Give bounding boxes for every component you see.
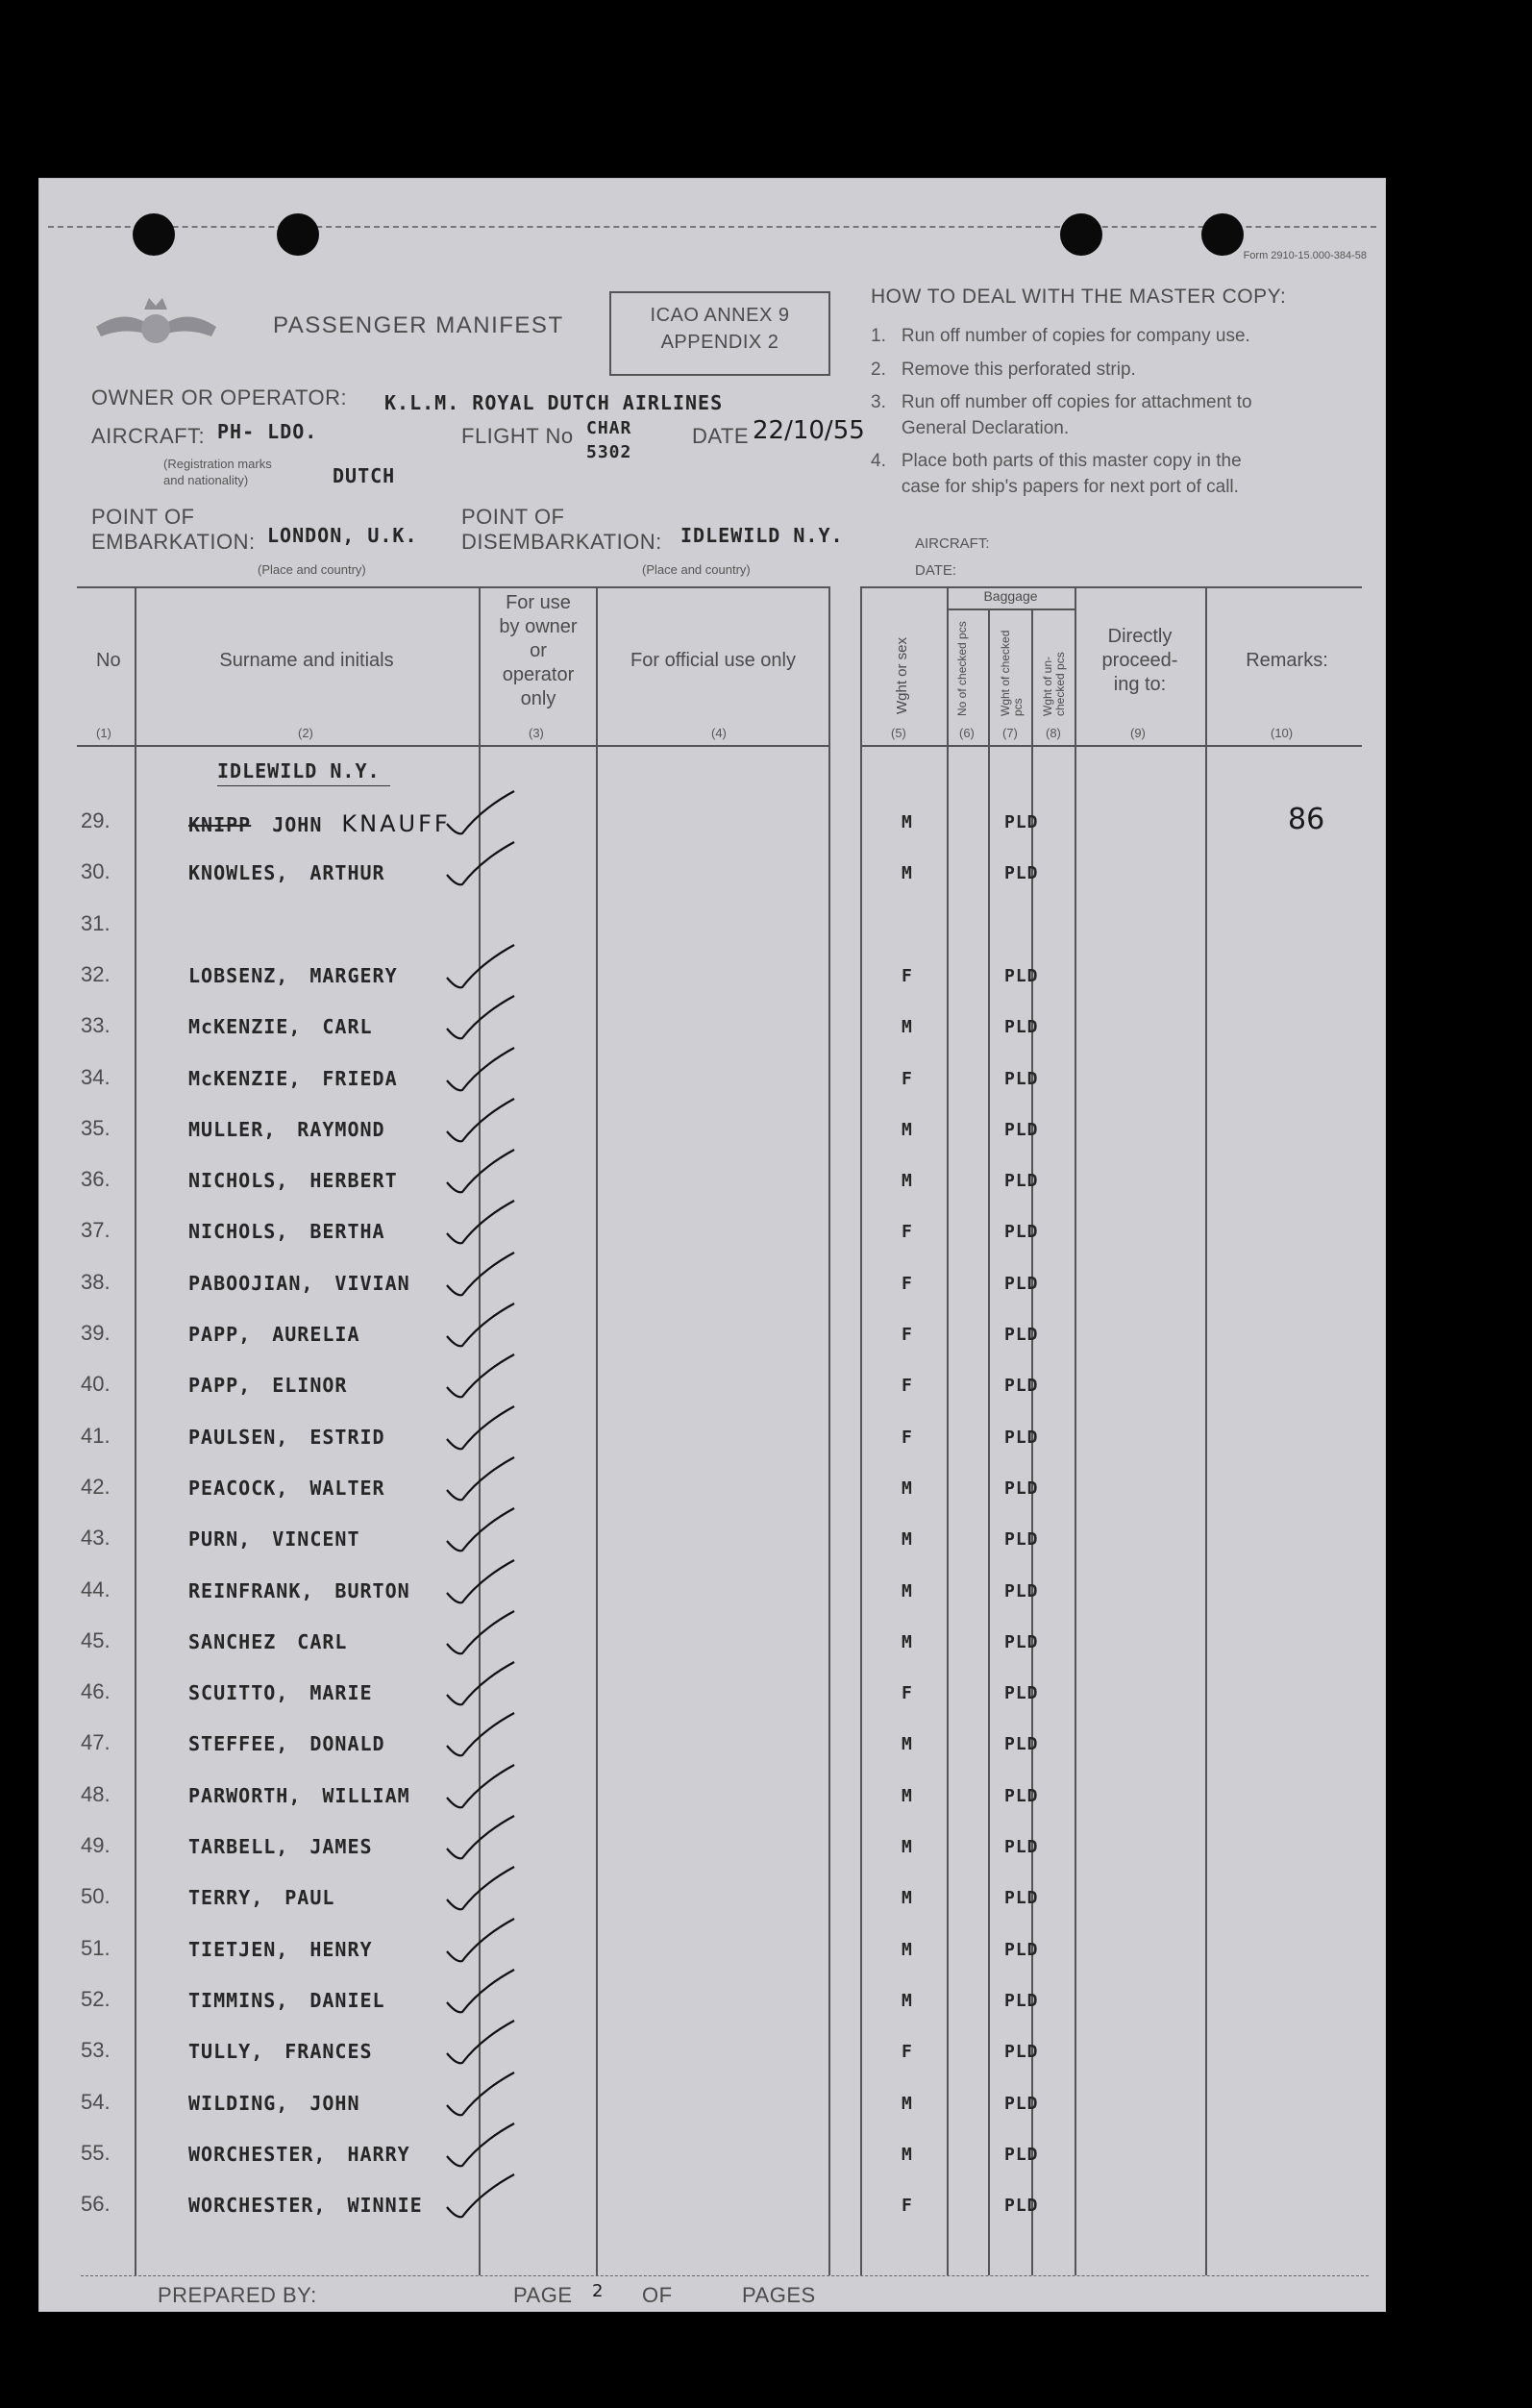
passenger-sex: M — [902, 1119, 913, 1140]
row-number: 39. — [81, 1321, 111, 1345]
baggage-status: PLD — [1004, 1171, 1039, 1192]
instruction-text-line: Place both parts of this master copy in the — [901, 451, 1242, 472]
baggage-status: PLD — [1004, 863, 1039, 884]
passenger-name — [188, 2194, 423, 2217]
row-number: 52. — [81, 1986, 111, 2011]
passenger-surname: TERRY, — [188, 1886, 264, 1910]
col-header-text: For use — [506, 592, 571, 613]
passenger-given-name: ARTHUR — [309, 861, 385, 885]
baggage-status: PLD — [1004, 1068, 1039, 1089]
col-header-official: For official use only — [630, 650, 796, 671]
row-number: 46. — [81, 1679, 111, 1704]
pages-label: PAGES — [742, 2283, 816, 2307]
passenger-name — [188, 1220, 385, 1243]
row-number: 48. — [81, 1781, 111, 1806]
table-row — [38, 1676, 1386, 1714]
passenger-surname: SANCHEZ — [188, 1629, 277, 1653]
passenger-surname: PABOOJIAN, — [188, 1271, 314, 1295]
baggage-status: PLD — [1004, 1683, 1039, 1704]
table-row — [38, 805, 1386, 843]
passenger-sex: M — [902, 1939, 913, 1960]
icao-box — [609, 291, 830, 376]
passenger-given-name: MARIE — [309, 1681, 373, 1705]
table-row — [38, 1009, 1386, 1048]
table-row — [38, 1214, 1386, 1253]
row-number: 32. — [81, 961, 111, 986]
handwritten-correction: KNAUFF — [341, 810, 451, 837]
registration-note: (Registration marks — [163, 457, 272, 471]
passenger-given-name: JOHN — [272, 813, 323, 836]
passenger-given-name: CARL — [297, 1629, 348, 1653]
col-header-text: operator — [502, 664, 575, 685]
col-header-bag-weight: Wght of checked pcs — [999, 630, 1025, 716]
table-row — [38, 1574, 1386, 1612]
col-number: (8) — [1046, 726, 1061, 740]
col-header-bag-no: No of checked pcs — [955, 621, 969, 716]
passenger-name — [188, 964, 398, 987]
col-header-text: by owner — [499, 616, 578, 637]
instruction-number: 1. — [871, 326, 886, 346]
passenger-sex: M — [902, 1631, 913, 1652]
passenger-sex: M — [902, 1990, 913, 2011]
row-number: 34. — [81, 1064, 111, 1089]
passenger-given-name: BERTHA — [309, 1220, 385, 1244]
instructions-date-label: DATE: — [915, 562, 957, 579]
passenger-given-name: FRANCES — [284, 2040, 373, 2064]
prepared-by-label: PREPARED BY: — [158, 2283, 317, 2307]
instruction-item — [871, 449, 1252, 500]
table-row — [38, 1266, 1386, 1304]
passenger-surname: TULLY, — [188, 2040, 264, 2064]
row-number: 44. — [81, 1576, 111, 1601]
row-number: 54. — [81, 2089, 111, 2114]
passenger-sex: M — [902, 2093, 913, 2114]
passenger-name — [188, 1835, 373, 1858]
passenger-given-name: HENRY — [309, 1937, 373, 1961]
passenger-given-name: ELINOR — [272, 1374, 348, 1398]
table-row — [38, 958, 1386, 997]
instruction-text: Remove this perforated strip. — [901, 359, 1136, 380]
punch-hole — [1060, 213, 1102, 256]
instruction-item — [871, 390, 1252, 441]
baggage-status: PLD — [1004, 812, 1039, 832]
col-header-bag-unchecked: Wght of un-checked pcs — [1041, 652, 1068, 716]
check-mark-icon — [437, 2169, 524, 2231]
baggage-status: PLD — [1004, 1837, 1039, 1857]
passenger-given-name: HERBERT — [309, 1169, 398, 1193]
perforated-strip — [48, 226, 1376, 228]
passenger-given-name: ESTRID — [309, 1425, 385, 1449]
col-number: (4) — [711, 726, 727, 740]
baggage-status: PLD — [1004, 1222, 1039, 1243]
passenger-given-name: VINCENT — [272, 1527, 360, 1552]
header-bottom-rule — [77, 745, 828, 747]
passenger-name — [188, 1989, 385, 2012]
passenger-surname: PARWORTH, — [188, 1783, 302, 1807]
baggage-status: PLD — [1004, 1888, 1039, 1909]
aircraft-value: PH- LDO. — [217, 420, 318, 443]
passenger-given-name: HARRY — [347, 2142, 410, 2166]
col-header-weight-sex: Wght or sex — [894, 636, 910, 714]
passenger-name — [188, 861, 385, 884]
col-header-text: only — [520, 688, 556, 709]
passenger-sex: M — [902, 1785, 913, 1806]
passenger-sex: F — [902, 1222, 913, 1243]
punch-hole — [277, 213, 319, 256]
passenger-surname: LOBSENZ, — [188, 963, 289, 987]
col-header-text: or — [530, 640, 547, 661]
baggage-status: PLD — [1004, 2042, 1039, 2063]
instruction-number: 4. — [871, 451, 886, 472]
row-number: 29. — [81, 808, 111, 832]
col-header-directly — [1075, 625, 1205, 697]
passenger-name — [188, 1630, 347, 1653]
check-mark-icon — [437, 836, 524, 899]
baggage-status: PLD — [1004, 1990, 1039, 2011]
baggage-header-rule — [947, 608, 1075, 610]
of-label: OF — [642, 2283, 673, 2307]
disembarkation-label-2: DISEMBARKATION: — [461, 530, 662, 554]
flight-label: FLIGHT No — [461, 424, 574, 448]
punch-hole — [133, 213, 175, 256]
passenger-surname: McKENZIE, — [188, 1015, 302, 1039]
baggage-status: PLD — [1004, 1939, 1039, 1960]
row-number: 45. — [81, 1627, 111, 1652]
klm-crown-wings-logo-icon — [91, 288, 221, 365]
instruction-text-line: General Declaration. — [901, 417, 1070, 438]
passenger-name — [188, 1732, 385, 1755]
embarkation-label-2: EMBARKATION: — [91, 530, 256, 554]
passenger-surname: TIMMINS, — [188, 1988, 289, 2012]
disembarkation-label: POINT OF — [461, 505, 565, 529]
passenger-name — [188, 1579, 410, 1602]
passenger-surname: REINFRANK, — [188, 1578, 314, 1602]
passenger-surname: MULLER, — [188, 1117, 277, 1141]
passenger-surname: NICHOLS, — [188, 1220, 289, 1244]
passenger-name — [188, 2143, 410, 2166]
table-row — [38, 2188, 1386, 2226]
table-bottom-rule — [81, 2275, 1369, 2276]
disembarkation-note: (Place and country) — [642, 562, 751, 577]
passenger-given-name: AURELIA — [272, 1323, 360, 1346]
passenger-surname: WORCHESTER, — [188, 2194, 327, 2218]
embarkation-label: POINT OF — [91, 505, 195, 529]
baggage-status: PLD — [1004, 2093, 1039, 2114]
table-row — [38, 856, 1386, 894]
row-number: 49. — [81, 1833, 111, 1857]
row-number: 37. — [81, 1218, 111, 1243]
destination-heading: IDLEWILD N.Y. — [217, 759, 381, 782]
baggage-status: PLD — [1004, 1427, 1039, 1448]
header-bottom-rule — [860, 745, 1362, 747]
passenger-surname: PEACOCK, — [188, 1476, 289, 1500]
passenger-name — [188, 1118, 385, 1141]
table-row — [38, 1522, 1386, 1560]
table-row — [38, 1983, 1386, 2022]
col-header-text: ing to: — [1113, 674, 1167, 695]
table-row — [38, 1061, 1386, 1100]
disembarkation-value: IDLEWILD N.Y. — [680, 524, 844, 547]
baggage-status: PLD — [1004, 1325, 1039, 1345]
table-row — [38, 2086, 1386, 2124]
passenger-surname: McKENZIE, — [188, 1066, 302, 1090]
row-number: 53. — [81, 2038, 111, 2063]
row-number: 35. — [81, 1115, 111, 1140]
passenger-surname: PAPP, — [188, 1374, 252, 1398]
passenger-sex: M — [902, 1171, 913, 1192]
baggage-status: PLD — [1004, 1477, 1039, 1499]
table-row — [38, 1368, 1386, 1406]
passenger-surname: KNOWLES, — [188, 861, 289, 885]
passenger-sex: M — [902, 1837, 913, 1857]
table-row — [38, 1625, 1386, 1663]
passenger-name — [188, 913, 210, 936]
passenger-sex: F — [902, 1376, 913, 1397]
table-row — [38, 1932, 1386, 1971]
baggage-status: PLD — [1004, 1376, 1039, 1397]
col-number: (7) — [1002, 726, 1018, 740]
icao-appendix-text: APPENDIX 2 — [660, 332, 779, 353]
nationality-value: DUTCH — [333, 464, 396, 487]
passenger-surname: TIETJEN, — [188, 1937, 289, 1961]
passenger-name — [188, 2040, 373, 2063]
passenger-given-name: VIVIAN — [334, 1271, 410, 1295]
passenger-name — [188, 810, 451, 837]
flight-value-1: CHAR — [586, 418, 632, 438]
table-row — [38, 1317, 1386, 1355]
passenger-name — [188, 1784, 410, 1807]
instructions-list — [871, 324, 1252, 501]
table-row — [38, 1471, 1386, 1509]
page-label: PAGE — [513, 2283, 573, 2307]
passenger-sex: F — [902, 1068, 913, 1089]
baggage-status: PLD — [1004, 1119, 1039, 1140]
col-number: (3) — [529, 726, 544, 740]
col-number: (2) — [298, 726, 313, 740]
passenger-name — [188, 1886, 334, 1909]
passenger-given-name: RAYMOND — [297, 1117, 385, 1141]
baggage-status: PLD — [1004, 1785, 1039, 1806]
passenger-sex: F — [902, 1683, 913, 1704]
passenger-sex: M — [902, 1477, 913, 1499]
passenger-name — [188, 1015, 373, 1038]
row-number: 36. — [81, 1167, 111, 1192]
table-row — [38, 1163, 1386, 1202]
passenger-name — [188, 1426, 385, 1449]
col-header-owner-use — [481, 591, 596, 711]
passenger-sex: M — [902, 863, 913, 884]
table-row — [38, 1778, 1386, 1817]
row-number: 56. — [81, 2192, 111, 2217]
passenger-name — [188, 1272, 410, 1295]
passenger-name — [188, 1169, 398, 1192]
instruction-item — [871, 324, 1252, 350]
punch-hole — [1201, 213, 1244, 256]
col-number: (5) — [891, 726, 906, 740]
date-value: 22/10/55 — [753, 416, 865, 445]
passenger-name — [188, 1938, 373, 1961]
icao-annex-text: ICAO ANNEX 9 — [650, 305, 790, 326]
passenger-name — [188, 1374, 347, 1397]
instruction-number: 3. — [871, 392, 886, 413]
passenger-sex: M — [902, 1017, 913, 1038]
passenger-sex: M — [902, 1734, 913, 1755]
table-top-rule — [77, 586, 828, 588]
col-header-text: proceed- — [1101, 650, 1178, 671]
row-number: 33. — [81, 1013, 111, 1038]
passenger-given-name: JOHN — [309, 2091, 360, 2115]
baggage-status: PLD — [1004, 1631, 1039, 1652]
col-number: (9) — [1130, 726, 1146, 740]
passenger-surname: PAPP, — [188, 1323, 252, 1346]
table-row — [38, 907, 1386, 946]
passenger-given-name: WILLIAM — [322, 1783, 410, 1807]
table-row — [38, 1112, 1386, 1151]
table-top-rule — [860, 586, 1362, 588]
row-number: 38. — [81, 1269, 111, 1294]
instruction-text — [902, 390, 1252, 441]
instruction-text-line: case for ship's papers for next port of call. — [901, 476, 1239, 497]
table-row — [38, 1420, 1386, 1458]
col-header-no: No — [96, 650, 121, 671]
passenger-surname: PAULSEN, — [188, 1425, 289, 1449]
passenger-given-name: CARL — [322, 1015, 373, 1039]
passenger-name — [188, 1067, 398, 1090]
col-number: (1) — [96, 726, 111, 740]
passenger-given-name: BURTON — [334, 1578, 410, 1602]
col-header-baggage: Baggage — [983, 588, 1038, 604]
instructions-aircraft-label: AIRCRAFT: — [915, 535, 990, 552]
passenger-sex: M — [902, 2144, 913, 2165]
row-number: 41. — [81, 1423, 111, 1448]
passenger-given-name: WALTER — [309, 1476, 385, 1500]
passenger-sex: M — [902, 1580, 913, 1601]
passenger-sex: M — [902, 812, 913, 832]
manifest-title: PASSENGER MANIFEST — [273, 312, 564, 338]
table-row — [38, 1829, 1386, 1868]
passenger-given-name: MARGERY — [309, 963, 398, 987]
aircraft-label: AIRCRAFT: — [91, 424, 206, 448]
embarkation-value: LONDON, U.K. — [267, 524, 418, 547]
passenger-surname: TARBELL, — [188, 1835, 289, 1858]
row-number: 55. — [81, 2140, 111, 2165]
passenger-surname: NICHOLS, — [188, 1169, 289, 1193]
passenger-name — [188, 1527, 360, 1551]
nationality-note: and nationality) — [163, 473, 249, 487]
col-number: (6) — [959, 726, 975, 740]
passenger-name — [188, 1681, 373, 1704]
passenger-sex: M — [902, 1529, 913, 1551]
passenger-sex: F — [902, 2042, 913, 2063]
row-number: 51. — [81, 1935, 111, 1960]
passenger-given-name: DANIEL — [309, 1988, 385, 2012]
passenger-sex: F — [902, 1427, 913, 1448]
passenger-surname: STEFFEE, — [188, 1732, 289, 1756]
instruction-number: 2. — [871, 359, 886, 380]
row-number: 30. — [81, 859, 111, 884]
destination-underline — [217, 785, 390, 786]
col-header-remarks: Remarks: — [1246, 650, 1328, 671]
baggage-status: PLD — [1004, 2196, 1039, 2217]
passenger-surname: WILDING, — [188, 2091, 289, 2115]
instruction-text — [902, 449, 1242, 500]
passenger-given-name: JAMES — [309, 1835, 373, 1858]
passenger-surname: SCUITTO, — [188, 1681, 289, 1705]
passenger-sex: F — [902, 1325, 913, 1345]
passenger-surname: PURN, — [188, 1527, 252, 1552]
passenger-sex: F — [902, 1273, 913, 1294]
flight-value-2: 5302 — [586, 442, 632, 462]
row-number: 50. — [81, 1884, 111, 1909]
passenger-given-name: PAUL — [284, 1886, 335, 1910]
baggage-status: PLD — [1004, 1734, 1039, 1755]
row-number: 43. — [81, 1526, 111, 1551]
table-row — [38, 2034, 1386, 2073]
row-number: 40. — [81, 1372, 111, 1397]
instruction-text: Run off number of copies for company use. — [901, 326, 1250, 346]
baggage-status: PLD — [1004, 1580, 1039, 1601]
passenger-name — [188, 2092, 360, 2115]
form-number: Form 2910-15.000-384-58 — [1243, 250, 1367, 261]
col-header-text: Directly — [1107, 626, 1173, 647]
owner-value: K.L.M. ROYAL DUTCH AIRLINES — [384, 391, 724, 414]
baggage-status: PLD — [1004, 2144, 1039, 2165]
col-header-surname: Surname and initials — [219, 650, 394, 671]
baggage-status: PLD — [1004, 1529, 1039, 1551]
instructions-title: HOW TO DEAL WITH THE MASTER COPY: — [871, 285, 1287, 308]
page-value: 2 — [592, 2281, 604, 2301]
passenger-surname: WORCHESTER, — [188, 2142, 327, 2166]
baggage-status: PLD — [1004, 965, 1039, 986]
date-label: DATE — [692, 424, 750, 448]
passenger-given-name: WINNIE — [347, 2194, 423, 2218]
instruction-text-line: Run off number off copies for attachment to — [901, 392, 1252, 413]
passenger-sex: F — [902, 965, 913, 986]
manifest-document — [38, 178, 1386, 2312]
col-number: (10) — [1271, 726, 1294, 740]
passenger-name — [188, 1323, 360, 1346]
row-number: 42. — [81, 1474, 111, 1499]
remark-number: 86 — [1288, 803, 1325, 836]
embarkation-note: (Place and country) — [258, 562, 366, 577]
passenger-given-name: FRIEDA — [322, 1066, 398, 1090]
owner-label: OWNER OR OPERATOR: — [91, 385, 348, 410]
table-row — [38, 1880, 1386, 1919]
passenger-sex: F — [902, 2196, 913, 2217]
table-row — [38, 1726, 1386, 1765]
passenger-name — [188, 1477, 385, 1500]
row-number: 47. — [81, 1730, 111, 1755]
passenger-sex: M — [902, 1888, 913, 1909]
instruction-item — [871, 358, 1252, 384]
passenger-given-name: DONALD — [309, 1732, 385, 1756]
baggage-status: PLD — [1004, 1273, 1039, 1294]
table-row — [38, 2137, 1386, 2175]
row-number: 31. — [81, 910, 111, 935]
passenger-surname: KNIPP — [188, 813, 252, 836]
baggage-status: PLD — [1004, 1017, 1039, 1038]
